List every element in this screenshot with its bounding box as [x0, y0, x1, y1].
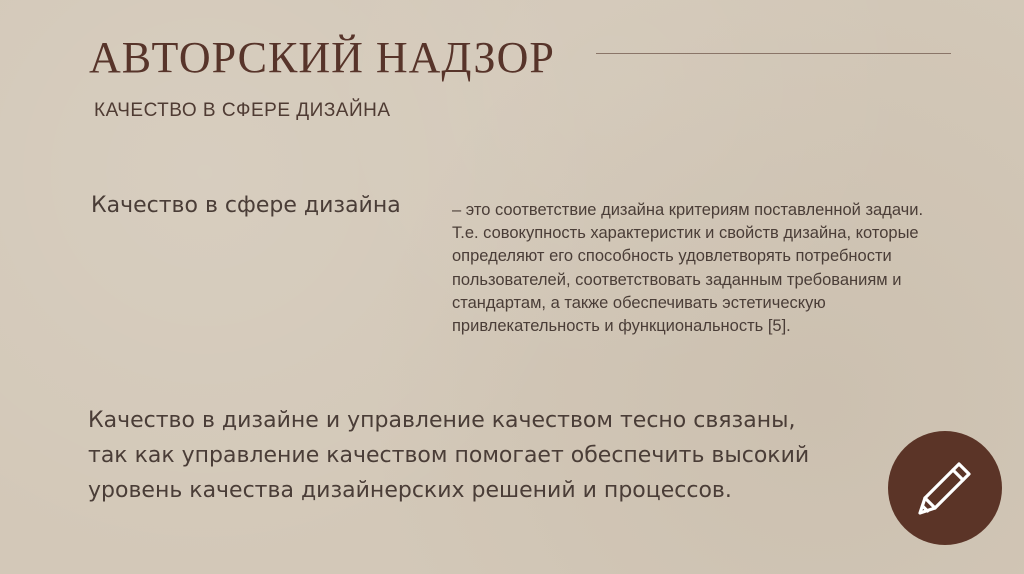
pencil-badge [888, 431, 1002, 545]
pencil-icon [915, 458, 975, 518]
definition-term: Качество в сфере дизайна [91, 193, 401, 218]
title-divider [596, 53, 951, 54]
slide-subtitle: КАЧЕСТВО В СФЕРЕ ДИЗАЙНА [94, 100, 391, 121]
slide-title: АВТОРСКИЙ НАДЗОР [89, 33, 555, 82]
definition-text: – это соответствие дизайна критериям поставленной задачи. Т.е. совокупность характеристик и свойств дизайна, которые определяют его способность удовлетворять потребности пользователей, соответствовать заданным требованиям и стандартам, а также обеспечивать эстетическую привлекательность и функциональность [5]. [452, 201, 924, 336]
summary-paragraph: Качество в дизайне и управление качеством тесно связаны, так как управление качеством помогает обеспечить высокий уровень качества дизайнерских решений и процессов. [88, 408, 810, 503]
